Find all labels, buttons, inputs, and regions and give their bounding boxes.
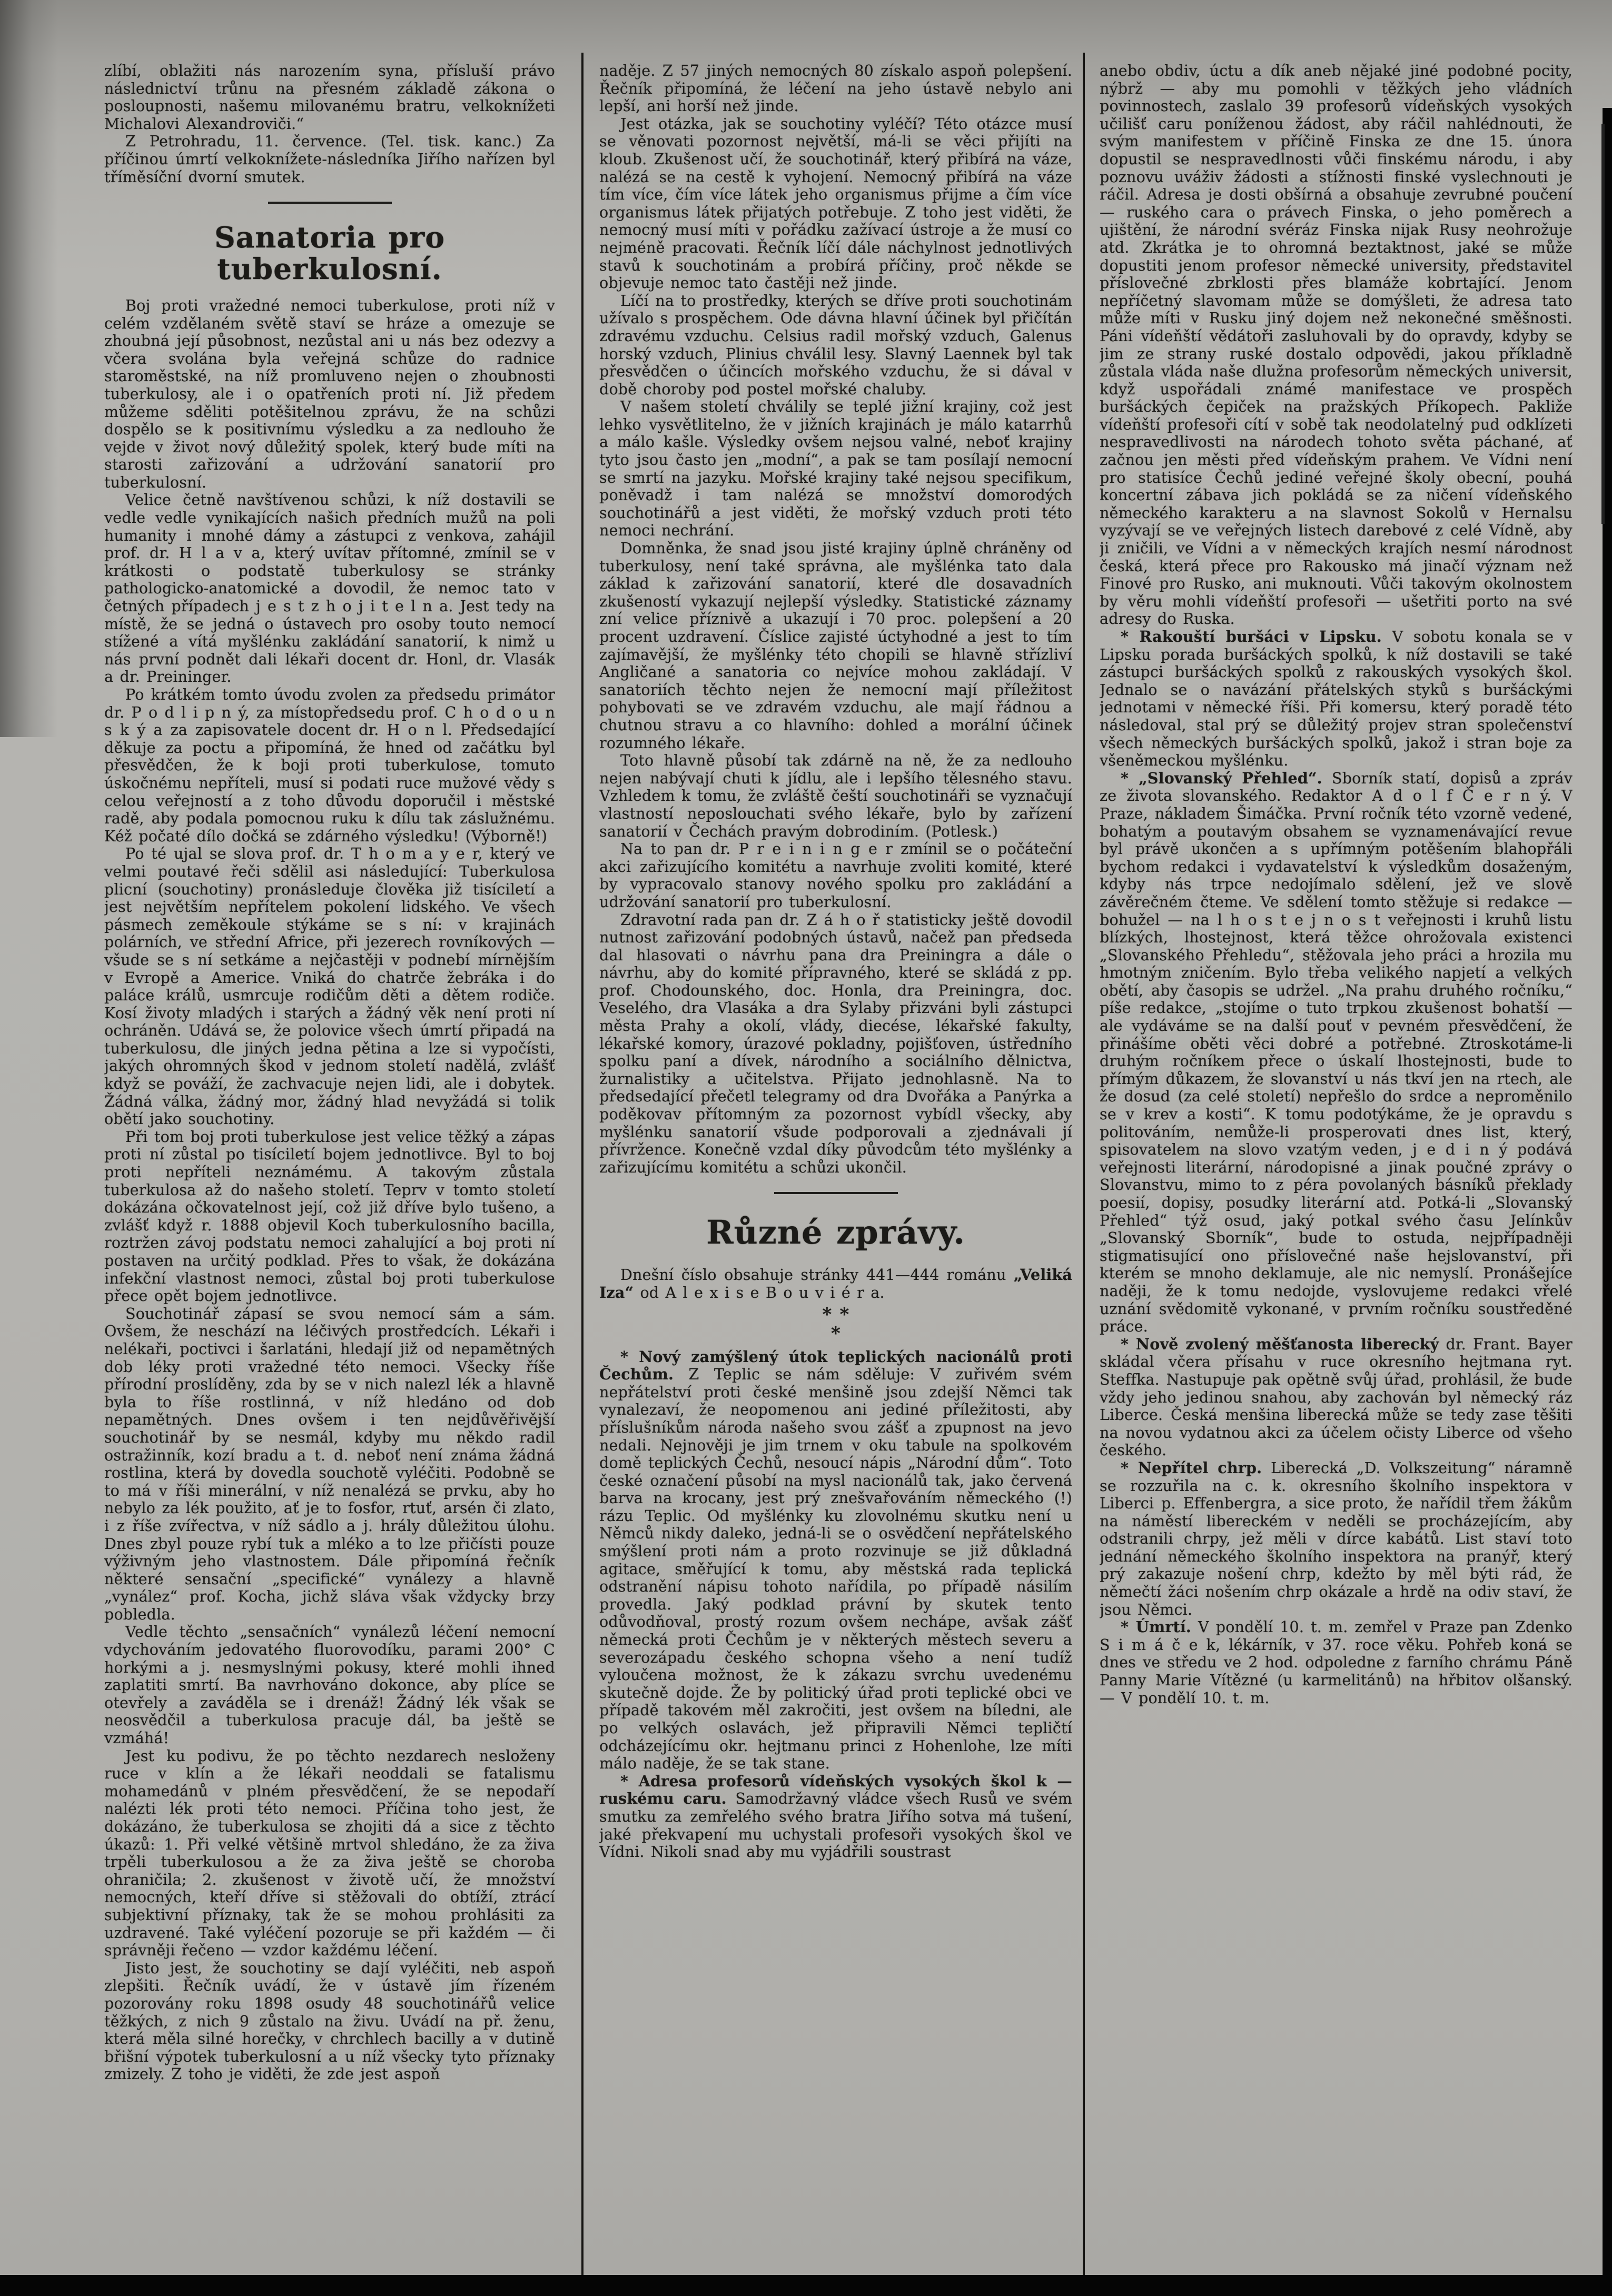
article-paragraph: Jest ku podivu, že po těchto nezdarech nesloženy ruce v klín a že lékaři neoddali se fatalismu mohamedánů v plném přesvědčení, že se nepodaří nalézti lék proti této nemoci. Příčina toho jest, že dokázáno, že tuberkulosa se zhojiti dá a sice z těchto úkazů: 1. Při velké většině mrtvol shledáno, že za živa trpěli tuberkulosou a že za živa ještě se choroba ohraničila; 2. zkušenost v životě učí, že množství nemocných, kteří dříve si stěžovali do obtíží, ztrácí subjektivní příznaky, tak že se mohou prohlásiti za uzdravené. Také vyléčení pozoruje se při každém — či správněji řečeno — vzdor každému léčení. <box>104 1747 555 1960</box>
newspaper-column-middle <box>599 62 1072 2284</box>
news-item-text: dr. Frant. Bayer skládal včera přísahu v ruce okresního hejtmana ryt. Steffka. Nastupuje pak opětně svůj úřad, prohlásil, že bude vždy jeho jedinou snahou, aby zachován byl německý ráz Liberce. Česká menšina liberecká může se tedy zase těšiti na novou vydatnou akci za účelem očisty Liberce od všeho českého. <box>1100 1335 1573 1459</box>
news-item-text: V sobotu konala se v Lipsku porada buršáckých spolků, k níž dostavili se také zástupci buršáckých spolků z rakouských vysokých škol. Jednalo se o navázání přátelských styků s buršáckými jednotami v německé říši. Při komersu, který poradě této následoval, stal prý se důležitý projev stran společenství všech německých buršáckých spolků, jakož i stran boje za všeněmeckou myšlénku. <box>1100 628 1573 770</box>
news-item <box>1100 1336 1573 1459</box>
article-paragraph: Jisto jest, že souchotiny se dají vyléčiti, neb aspoň zlepšiti. Řečník uvádí, že v ústavě jím řízeném pozorovány roku 1898 osudy 48 souchotinářů velice těžkých, z nich 9 zůstalo na živu. Uvádí na př. ženu, která měla silné horečky, v chrchlech bacilly a v dutině břišní výpotek tuberkulosní a u níž všecky tyto příznaky zmizely. Z toho je viděti, že zde jest aspoň <box>104 1959 555 2083</box>
notice-text: od A l e x i s e B o u v i é r a. <box>634 1284 885 1301</box>
column-divider-rule <box>1083 53 1085 2282</box>
scan-edge-bottom <box>0 2275 1612 2296</box>
news-item-text: Z Teplic se nám sděluje: V zuřivém svém nepřátelství proti české menšině jsou zdejší Němci tak vynalezaví, že neopomenou ani jediné příležitosti, aby příslušníkům národa našeho svou zášť a zpupnost na jevo nedali. Nejnověji je jim trnem v oku tabule na spolkovém domě teplických Čechů, nesoucí nápis „Národní dům“. Toto české označení působí na mysl nacionálů tak, jako červená barva na krocany, jest prý znešvařováním německého (!) rázu Teplic. Od myšlénky ku zlovolnému skutku není u Němců nikdy daleko, jedná-li se o osvědčení nepřátelského smýšlení proti nám a proto rozvinuje se již důkladná agitace, směřující k tomu, aby městská rada teplická odstranění nápisu tohoto nařídila, po případě násilím provedla. Jaký podklad právní by skutek tento odůvodňoval, prostý rozum ovšem nechápe, avšak zášť německá proti Čechům je v některých městech severu a severozápadu českého schopna všeho a není tudíž vyloučena možnost, že k zákazu svrchu uvedenému skutečně dojde. Že by politický úřad proti teplické obci ve případě takovém měl zakročiti, jest ovšem na bíledni, ale po velkých oslavách, jež připravili Němci tepličtí odcházejícímu okr. hejtmanu princi z Hohenlohe, lze míti málo naděje, že se tak stane. <box>599 1366 1072 1773</box>
section-divider-rule <box>268 202 392 204</box>
news-item <box>1100 628 1573 770</box>
article-paragraph: Při tom boj proti tuberkulose jest velice těžký a zápas proti ní zůstal po tisíciletí bojem jednotlivce. Byl to boj proti nepříteli neznámému. A takovým zůstala tuberkulosa až do našeho století. Teprv v tomto století dokázána očkovatelnost její, což již dříve bylo tušeno, a zvlášť když r. 1888 objevil Koch tuberkulosního bacilla, roztržen závoj podstatu nemoci zahalující a boj proti ní postaven na určitý podklad. Přes to však, že dokázána infekční vlastnost nemoci, zůstal boj proti tuberkulose přece opět bojem jednotlivce. <box>104 1128 555 1305</box>
article-paragraph: naděje. Z 57 jiných nemocných 80 získalo aspoň polepšení. Řečník připomíná, že léčení na jeho ústavě nebylo ani lepší, ani horší než jinde. <box>599 62 1072 115</box>
news-item-text: Samodržavný vládce všech Rusů ve svém smutku za zemřelého svého bratra Jiřího sotva má tušení, jaké překvapení mu uchystali profesoři vysokých škol ve Vídni. Nikoli snad aby mu vyjádřili soustrast <box>599 1790 1072 1861</box>
asterism-ornament <box>599 1305 1072 1343</box>
news-item-title: * Nově zvolený měšťanosta liberecký <box>1121 1335 1439 1353</box>
scan-edge-right-inner <box>1601 124 1605 524</box>
news-item <box>1100 1459 1573 1618</box>
article-paragraph: Po té ujal se slova prof. dr. T h o m a y e r, který ve velmi poutavé řeči sdělil asi následující: Tuberkulosa plicní (souchotiny) pronásleduje člověka již tisíciletí a jest největším nepřítelem pokolení lidského. Ve všech pásmech zeměkoule stýkáme se s ní: v krajinách polárních, ve střední Africe, při jezerech rovníkových — všude se s ní setkáme a nejčastěji v podnebí mírnějším v Evropě a Americe. Vniká do chatrče žebráka i do paláce králů, usmrcuje rodičům děti a dětem rodiče. Kosí životy mladých i starých a žádný věk není proti ní ochráněn. Udává se, že polovice všech úmrtí připadá na tuberkulosu, dle jiných jedna pětina a lze si vypočísti, jakých ohromných škod v jednom století nadělá, zvlášť když se pováží, že zachvacuje nejen lidi, ale i dobytek. Žádná válka, žádný mor, žádný hlad nevyžádá si tolik obětí jako souchotiny. <box>104 845 555 1128</box>
article-paragraph: Jest otázka, jak se souchotiny vyléčí? Této otázce musí se věnovati pozornost největší, má-li se věci přijíti na kloub. Zkušenost učí, že souchotinář, který přibírá na váze, nalézá se na cestě k vyhojení. Nemocný přibírá na váze tím více, čím více látek jeho organismus přijme a čím více organismus látek přijatých potřebuje. Z toho jest viděti, že nemocný musí míti v pořádku zažívací ústroje a že musí co nejméně pracovati. Řečník líčí dále náchylnost jednotlivých stavů k souchotinám a probírá příčiny, proč někde se objevuje nemoc tato častěji než jinde. <box>599 115 1072 292</box>
asterism-row: * <box>831 1323 840 1344</box>
news-item-title: * „Slovanský Přehled“. <box>1121 769 1322 787</box>
article-paragraph: V našem století chválily se teplé jižní krajiny, což jest lehko vysvětlitelno, že v jižních krajinách je málo katarrhů a málo kašle. Výsledky ovšem nejsou valné, neboť krajiny tyto jsou často jen „modní“, a pak se tam posílají nemocní se smrtí na jazyku. Mořské krajiny také nejsou specifikum, poněvadž i tam nalézá se množství domorodých souchotinářů a jest viděti, že mořský vzduch proti této nemoci nechrání. <box>599 398 1072 540</box>
article-paragraph: Z Petrohradu, 11. července. (Tel. tisk. kanc.) Za příčinou úmrtí velkoknížete-následníka Jiřího nařízen byl tříměsíční dvorní smutek. <box>104 133 555 186</box>
article-paragraph: zlíbí, oblažiti nás narozením syna, přísluší právo následnictví trůnu na přesném základě zákona o posloupnosti, našemu milovanému bratru, velkoknížeti Michalovi Alexandroviči.“ <box>104 62 555 133</box>
serial-novel-notice <box>599 1266 1072 1301</box>
news-item-title: * Úmrtí. <box>1121 1618 1192 1636</box>
news-item-title: * Rakouští buršáci v Lipsku. <box>1121 628 1382 645</box>
news-item-title: * Nepřítel chrp. <box>1121 1458 1262 1477</box>
news-item-title: * Nový zamýšlený útok teplických nacionálů proti Čechům. <box>599 1347 1072 1384</box>
news-item <box>599 1773 1072 1861</box>
article-paragraph: Domněnka, že snad jsou jisté krajiny úplně chráněny od tuberkulosy, není také správna, ale myšlénka tato dala základ k zařizování sanatorií, které dle dosavadních zkušeností vykazují nejlepší výsledky. Statistické záznamy zní velice příznivě a ukazují i 70 proc. polepšení a 20 procent uzdravení. Číslice zajisté úctyhodné a jest to tím zajímavější, že myšlénky této chopili se hlavně střízliví Angličané a sanatoria co nejvíce mohou zakládají. V sanatoriích těchto nejen že nemocní mají příležitost pohybovati se ve zdravém vzduchu, ale mají řádnou a chutnou stravu a co hlavního: dohled a morální účinek rozumného lékaře. <box>599 540 1072 752</box>
news-item <box>1100 1618 1573 1707</box>
section-headline: Sanatoria pro tuberkulosní. <box>214 220 445 286</box>
news-item-text: V pondělí 10. t. m. zemřel v Praze pan Zdenko S i m á č e k, lékárník, v 37. roce věku. Pohřeb koná se dnes ve středu ve 2 hod. odpoledne z farního chrámu Páně Panny Marie Vítězné (u karmelitánů) na hřbitov olšanský. — V pondělí 10. t. m. <box>1100 1618 1573 1707</box>
article-paragraph: anebo obdiv, úctu a dík aneb nějaké jiné podobné pocity, nýbrž — aby mu pomohli v těžkých jeho vládních povinnostech, zaslalo 39 profesorů vídeňských vysokých učilišť caru poníženou žádost, aby ráčil nahlédnouti, že svým manifestem v příčině Finska ze dne 15. února dopustil se nespravedlnosti vůči finskému národu, i aby poznovu uváživ žádosti a stížnosti finské vyslechnouti je ráčil. Adresa je dosti obšírná a obsahuje zevrubné poučení — ruského cara o právech Finska, o jeho poměrech a ujištění, že národní svéráz Finska nijak Rusy neohrožuje atd. Zkrátka je to ohromná beztaktnost, jaké se může dopustiti jenom profesor německé university, představitel příslovečné zbrklosti přes blamáže kobrtající. Jenom nepříčetný slavomam může se domýšleti, že adresa tato může míti v Rusku jiný dojem než nekonečné směšnosti. Páni vídeňští vědátoři zasluhovali by do opravdy, kdyby se jim ze strany ruské dostalo odpovědi, jakou příkladně zůstala vláda naše dlužna profesorům německých universit, když uspořádali známé manifestace ve prospěch buršáckých čepiček na pražských Příkopech. Pakliže vídeňští profesoři cítí v sobě tak neodolatelný pud odklízeti nespravedlivosti na národech tohoto světa páchané, ať začnou jen městi před vídeňským prahem. Ve Vídni není pro statisíce Čechů jediné veřejné školy obecní, pouhá koncertní zábava jich pokládá se za ničení vídeňského německého karakteru a na slavnost Sokolů v Hernalsu vyzývají se ve veřejných listech darebové z celé Vídně, aby ji zničili, ve Vídni a v německých krajích nesmí národnost česká, která přece pro Rakousko má jinačí význam než Finové pro Rusko, ani muknouti. Vůči takovým okolnostem by věru mohli vídeňští profesoři — ušetřiti porto na své adresy do Ruska. <box>1100 62 1573 628</box>
article-paragraph: Souchotinář zápasí se svou nemocí sám a sám. Ovšem, že neschází na léčivých prostředcích. Lékaři i nelékaři, poctivci i šarlatáni, hledají již od nepamětných dob léky proti vražedné této nemoci. Všecky říše přírodní proslíděny, zda by se v nich nalezl lék a hlavně byla to říše rostlinná, v níž hledáno od dob nepamětných. Dnes ovšem i ten nejdůvěřivější souchotinář by se nesmál, kdyby mu někdo radil ostražinník, kozí bradu a t. d. neboť není známa žádná rostlina, která by dovedla souchotě vyléčiti. Podobně se to má v říši minerální, v níž nenalézá se prvku, aby ho nebylo za lék použito, ať je to fosfor, rtuť, arsén či zlato, i z říše zvířectva, v níž sádlo a j. hrály důležitou úlohu. Dnes zbyl pouze rybí tuk a mléko a to lze přičísti pouze výživným jeho vlastnostem. Dále připomíná řečník některé sensační „specifické“ vynálezy a hlavně „vynález“ prof. Kocha, jichž sláva však vždycky brzy pobledla. <box>104 1305 555 1623</box>
asterism-row: * * <box>822 1304 849 1325</box>
article-paragraph: Líčí na to prostředky, kterých se dříve proti souchotinám užívalo s prospěchem. Ode dávna hlavní účinek byl přičítán zdravému vzduchu. Celsius radil mořský vzduch, Galenus horský vzduch, Plinius chválil lesy. Slavný Laennek byl tak přesvědčen o účincích mořského vzduchu, že si dával v době choroby pod postel mořské chaluby. <box>599 292 1072 398</box>
news-item-text: Liberecká „D. Volkszeitung“ náramně se rozzuřila na c. k. okresního školního inspektora v Liberci p. Effenbergra, a sice proto, že nařídil třem žákům na náměstí libereckém v neděli se procházejícím, aby odstranili chrpy, jež měli v dírce kabátů. List staví toto jednání německého školního inspektora na pranýř, který prý zakazuje nošení chrp, kdežto by měl býti rád, že němečtí žáci nošením chrp okázale a hrdě na odiv staví, že jsou Němci. <box>1100 1459 1573 1618</box>
newspaper-column-right <box>1100 62 1573 2284</box>
article-paragraph: Po krátkém tomto úvodu zvolen za předsedu primátor dr. P o d l i p n ý, za místopředsedu prof. C h o d o u n s k ý a za zapisovatele docent dr. H o n l. Předsedající děkuje za poctu a připomíná, že hned od začátku byl přesvědčen, že k boji proti tuberkulose, tomuto úskočnému nepříteli, musí si podati ruce mužové vědy s celou veřejností a z toho důvodu doporučil i městské radě, aby podala pomocnou ruku k dílu tak záslužnému. Kéž počaté dílo dočká se zdárného výsledku! (Výborně!) <box>104 686 555 845</box>
article-paragraph: Zdravotní rada pan dr. Z á h o ř statisticky ještě dovodil nutnost zařizování podobných ústavů, načež pan předseda dal hlasovati o návrhu pana dra Preiningra a dále o návrhu, aby do komité přípravného, které se skládá z pp. prof. Chodounského, doc. Honla, dra Preiningra, doc. Veselého, dra Vlasáka a dra Sylaby přizváni byli zástupci města Prahy a okolí, vlády, diecése, lékařské fakulty, lékařské komory, úrazové pokladny, pojišťoven, ústředního spolku paní a dívek, národního a sociálního dělnictva, žurnalistiky a učitelstva. Přijato jednohlasně. Na to předsedající přečetl telegramy od dra Dvořáka a Panýrka a poděkovav přítomným za pozornost vybídl všecky, aby myšlénku sanatorií všude podporovali a zjednávali jí přívržence. Konečně vzdal díky původcům této myšlénky a zařizujícímu komitétu a schůzi ukončil. <box>599 911 1072 1176</box>
column-divider-rule <box>581 53 584 2282</box>
news-item-title: * Adresa profesorů vídeňských vysokých škol k — ruskému caru. <box>599 1772 1072 1808</box>
newspaper-column-left <box>104 62 555 2284</box>
novel-title: „Veliká Iza“ <box>599 1266 1072 1301</box>
article-paragraph: Velice četně navštívenou schůzi, k níž dostavili se vedle vedle vynikajících našich předních mužů na poli humanity i mnohé dámy a zástupci z venkova, zahájil prof. dr. H l a v a, který uvítav přítomné, zmínil se v krátkosti o podstatě tuberkulosy se stránky pathologicko-anatomické a dovodil, že nemoc tato v četných případech j e s t z h o j i t e l n a. Jest tedy na místě, že se jedná o ústavech pro osoby touto nemocí stížené a vítá myšlénku zakládání sanatorií, k nimž u nás první podnět dali lékaři docent dr. Honl, dr. Vlasák a dr. Preininger. <box>104 491 555 686</box>
article-paragraph: Toto hlavně působí tak zdárně na ně, že za nedlouho nejen nabývají chuti k jídlu, ale i lepšího tělesného stavu. Vzhledem k tomu, že zvláště čeští souchotináři se vyznačují vlastností neposlouchati svého lékaře, bylo by zařízení sanatorií v Čechách pravým dobrodiním. (Potlesk.) <box>599 752 1072 840</box>
article-paragraph: Boj proti vražedné nemoci tuberkulose, proti níž v celém vzdělaném světě staví se hráze a omezuje se zhoubná její působnost, nezůstal ani u nás bez odezvy a včera svolána byla veřejná schůze do radnice staroměstské, na níž promluveno nejen o zhoubnosti tuberkulosy, ale i o opatřeních proti ní. Již předem můžeme sděliti potěšitelnou zprávu, že na schůzi dospělo se k positivnímu výsledku a za nedlouho že vejde v život nový důležitý spolek, který bude míti na starosti zařizování a udržování sanatorií pro tuberkulosní. <box>104 296 555 491</box>
news-item <box>1100 770 1573 1336</box>
news-item-text: Sborník statí, dopisů a zpráv ze života slovanského. Redaktor A d o l f Č e r n ý. V Praze, nákladem Šimáčka. První ročník této vzorně vedené, bohatým a poutavým obsahem se vyznamenávající revue byl právě ukončen a s upřímným potěšením blahopřáli bychom redakci i vydavatelství k výsledkům dosaženým, kdyby nás trpce nedojímalo sdělení, jež ve slově závěrečném čteme. Ve sdělení tomto stěžuje si redakce — bohužel — na l h o s t e j n o s t veřejnosti i kruhů listu blízkých, lhostejnost, která těžce ohrožovala existenci „Slovanského Přehledu“, stěžovala jeho práci a hrozila mu hmotným zničením. Bylo třeba velikého napjetí a velkých obětí, aby časopis se udržel. „Na prahu druhého ročníku,“ píše redakce, „stojíme o tuto trpkou zkušenost bohatší — ale vydáváme se na další pouť v pevném přesvědčení, že přinášíme oběti věci dobré a potřebné. Ztroskotáme-li druhým ročníkem přece o úskalí lhostejnosti, bude to přímým důkazem, že slovanství u nás tkví jen na rtech, ale že dosud (za celé století) nepřešlo do srdce a neproměnilo se v krev a kosti“. K tomu podotýkáme, že je opravdu s politováním, nemůže-li prosperovati dnes list, který, spisovatelem na slovo vzatým veden, j e d i n ý podává veřejnosti literární, národopisné a jinak poučné zprávy o Slovanstvu, mimo to z péra povolaných básníků překlady poesií, dopisy, posudky literární atd. Potká-li „Slovanský Přehled“ týž osud, jaký potkal svého času Jelínkův „Slovanský Sborník“, bude to ostuda, nejpřípadněji stigmatisující ono příslovečné naše hejslovanství, při kterém se mnoho deklamuje, ale nic nemyslí. Pronášejíce naději, že k tomu nedojde, vyslovujeme redakci vřelé uznání svědomitě vykonané, v prvním ročníku soustředěné práce. <box>1100 769 1573 1336</box>
article-paragraph: Vedle těchto „sensačních“ vynálezů léčení nemocní vdychováním jedovatého fluorovodíku, parami 200° C horkými a j. nesmyslnými pokusy, které mohli ihned zaplatiti smrtí. Ba navrhováno dokonce, aby plíce se otevřely a zaváděla se i drenáž! Žádný lék však se neosvědčil a tuberkulosa pracuje dál, ba ještě se vzmáhá! <box>104 1623 555 1747</box>
notice-text: Dnešní číslo obsahuje stránky 441—444 románu <box>620 1266 1014 1284</box>
article-paragraph: Na to pan dr. P r e i n i n g e r zmínil se o počáteční akci zařizujícího komitétu a navrhuje zvoliti komité, které by vypracovalo stanovy nového spolku pro zakládání a udržování sanatorií pro tuberkulosní. <box>599 840 1072 911</box>
news-item <box>599 1348 1072 1773</box>
section-divider-rule <box>774 1192 898 1194</box>
section-headline: Různé zprávy. <box>706 1213 965 1252</box>
